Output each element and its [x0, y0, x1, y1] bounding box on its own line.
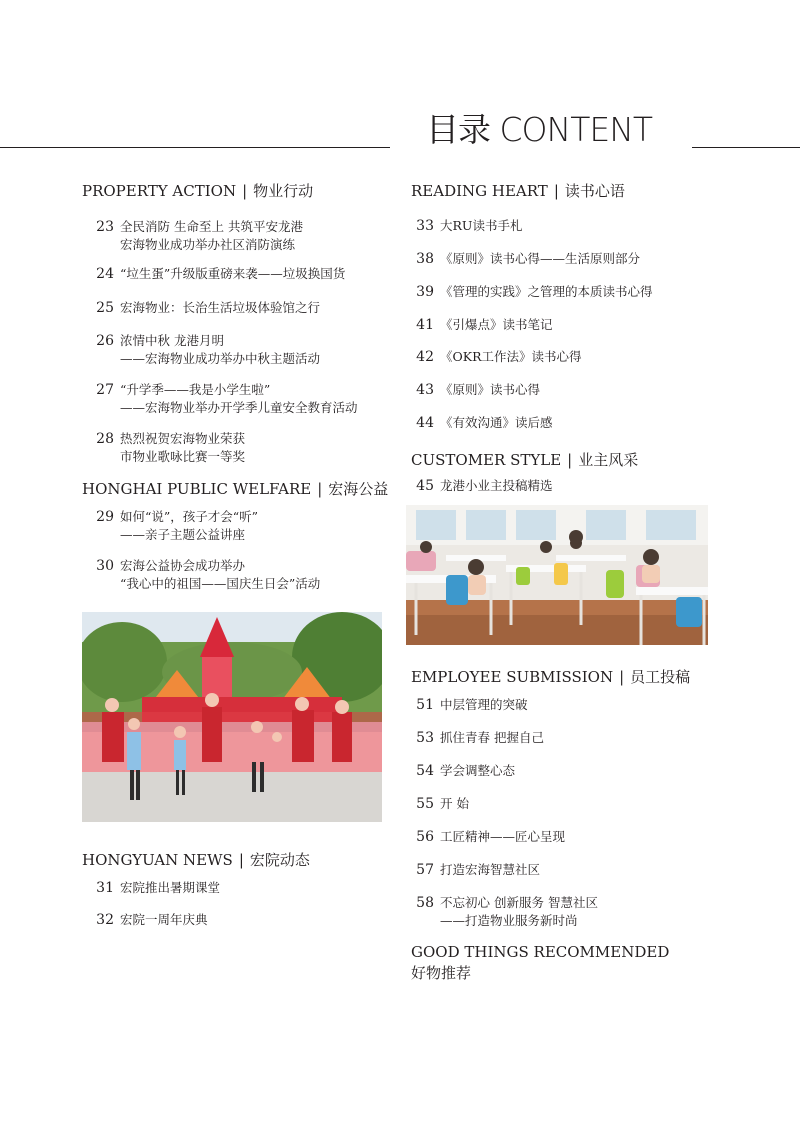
section-title-en: PROPERTY ACTION — [82, 182, 237, 200]
page-number: 51 — [416, 697, 434, 713]
section-title-en: HONGHAI PUBLIC WELFARE — [82, 480, 312, 498]
page-number: 28 — [96, 431, 114, 447]
section-title-en: EMPLOYEE SUBMISSION — [411, 668, 614, 686]
classroom-photo — [406, 505, 708, 645]
header-rule-left — [0, 147, 390, 148]
entry-title: 抓住青春 把握自己 — [440, 730, 544, 745]
entry-title: 全民消防 生命至上 共筑平安龙港 — [120, 219, 303, 234]
entry-title: “升学季——我是小学生啦” — [120, 382, 271, 397]
section-title-cn: 业主风采 — [578, 451, 639, 469]
page-number: 43 — [416, 382, 434, 398]
page-number: 24 — [96, 266, 114, 282]
entry-subtitle: ——宏海物业成功举办中秋主题活动 — [120, 351, 321, 366]
entry-title: 工匠精神——匠心呈现 — [440, 829, 566, 844]
section-title-en: HONGYUAN NEWS — [82, 851, 233, 869]
entry-title: 中层管理的突破 — [440, 697, 528, 712]
entry-title: 开 始 — [440, 796, 469, 811]
page-number: 53 — [416, 730, 434, 746]
section-title-cn: 宏海公益 — [328, 480, 389, 498]
page-number: 26 — [96, 333, 114, 349]
page-number: 30 — [96, 558, 114, 574]
children-event-illustration — [82, 612, 382, 822]
section-public-welfare — [82, 478, 388, 499]
page-number: 39 — [416, 284, 434, 300]
page-number: 44 — [416, 415, 434, 431]
page-number: 41 — [416, 317, 434, 333]
page-number: 33 — [416, 218, 434, 234]
entry-title: 大RU读书手札 — [440, 218, 523, 233]
entry-subtitle: 市物业歌咏比赛一等奖 — [120, 449, 246, 464]
page-number: 55 — [416, 796, 434, 812]
section-separator: | — [567, 451, 573, 469]
entry-title: 《原则》读书心得 — [440, 382, 541, 397]
entry-title: 宏海公益协会成功举办 — [120, 558, 246, 573]
section-title-cn: 员工投稿 — [630, 668, 691, 686]
entry-title: 《有效沟通》读后感 — [440, 415, 553, 430]
page-title: 目录 CONTENT — [426, 110, 653, 149]
page-number: 57 — [416, 862, 434, 878]
section-good-things-cn: 好物推荐 — [411, 964, 472, 982]
entry-subtitle: ——打造物业服务新时尚 — [440, 913, 578, 928]
section-property-action — [82, 180, 313, 201]
entry-title: 《OKR工作法》读书心得 — [440, 349, 582, 364]
section-separator: | — [242, 182, 248, 200]
section-title-cn: 物业行动 — [253, 182, 314, 200]
page-number: 29 — [96, 509, 114, 525]
entry-title: 《原则》读书心得——生活原则部分 — [440, 251, 641, 266]
entry-title: 学会调整心态 — [440, 763, 516, 778]
entry-title: 浓情中秋 龙港月明 — [120, 333, 224, 348]
entry-title: 打造宏海智慧社区 — [440, 862, 541, 877]
page-number: 58 — [416, 895, 434, 911]
entry-title: 如何“说”，孩子才会“听” — [120, 509, 259, 524]
entry-title: 《引爆点》读书笔记 — [440, 317, 553, 332]
entry-title: “垃生蛋”升级版重磅来袭——垃圾换国货 — [120, 266, 346, 281]
section-title-en: READING HEART — [411, 182, 548, 200]
entry-subtitle: ——亲子主题公益讲座 — [120, 527, 246, 542]
section-hongyuan-news — [82, 849, 310, 870]
entry-title: 宏海物业：长治生活垃圾体验馆之行 — [120, 300, 321, 315]
section-title-en: CUSTOMER STYLE — [411, 451, 562, 469]
entry-title: 龙港小业主投稿精选 — [440, 478, 553, 493]
section-separator: | — [238, 851, 244, 869]
page-number: 25 — [96, 300, 114, 316]
section-title-cn: 宏院动态 — [249, 851, 310, 869]
section-separator: | — [619, 668, 625, 686]
page-number: 32 — [96, 912, 114, 928]
entry-subtitle: ——宏海物业举办开学季儿童安全教育活动 — [120, 400, 358, 415]
page-number: 54 — [416, 763, 434, 779]
page-number: 31 — [96, 880, 114, 896]
page-number: 45 — [416, 478, 434, 494]
section-good-things-en: GOOD THINGS RECOMMENDED — [411, 943, 670, 961]
section-title-cn: 读书心语 — [564, 182, 625, 200]
section-separator: | — [317, 480, 323, 498]
page-number: 38 — [416, 251, 434, 267]
entry-subtitle: “我心中的祖国——国庆生日会”活动 — [120, 576, 321, 591]
entry-title: 宏院推出暑期课堂 — [120, 880, 221, 895]
entry-title: 热烈祝贺宏海物业荣获 — [120, 431, 246, 446]
entry-title: 宏院一周年庆典 — [120, 912, 208, 927]
page-number: 23 — [96, 219, 114, 235]
page-number: 42 — [416, 349, 434, 365]
section-reading-heart — [411, 180, 625, 201]
section-separator: | — [553, 182, 559, 200]
entry-title: 不忘初心 创新服务 智慧社区 — [440, 895, 598, 910]
page-number: 27 — [96, 382, 114, 398]
header-rule-right — [692, 147, 800, 148]
children-event-photo — [82, 612, 382, 822]
page-number: 56 — [416, 829, 434, 845]
entry-subtitle: 宏海物业成功举办社区消防演练 — [120, 237, 296, 252]
entry-title: 《管理的实践》之管理的本质读书心得 — [440, 284, 653, 299]
section-customer-style — [411, 449, 638, 470]
section-employee-submission — [411, 666, 690, 687]
classroom-illustration — [406, 505, 708, 645]
